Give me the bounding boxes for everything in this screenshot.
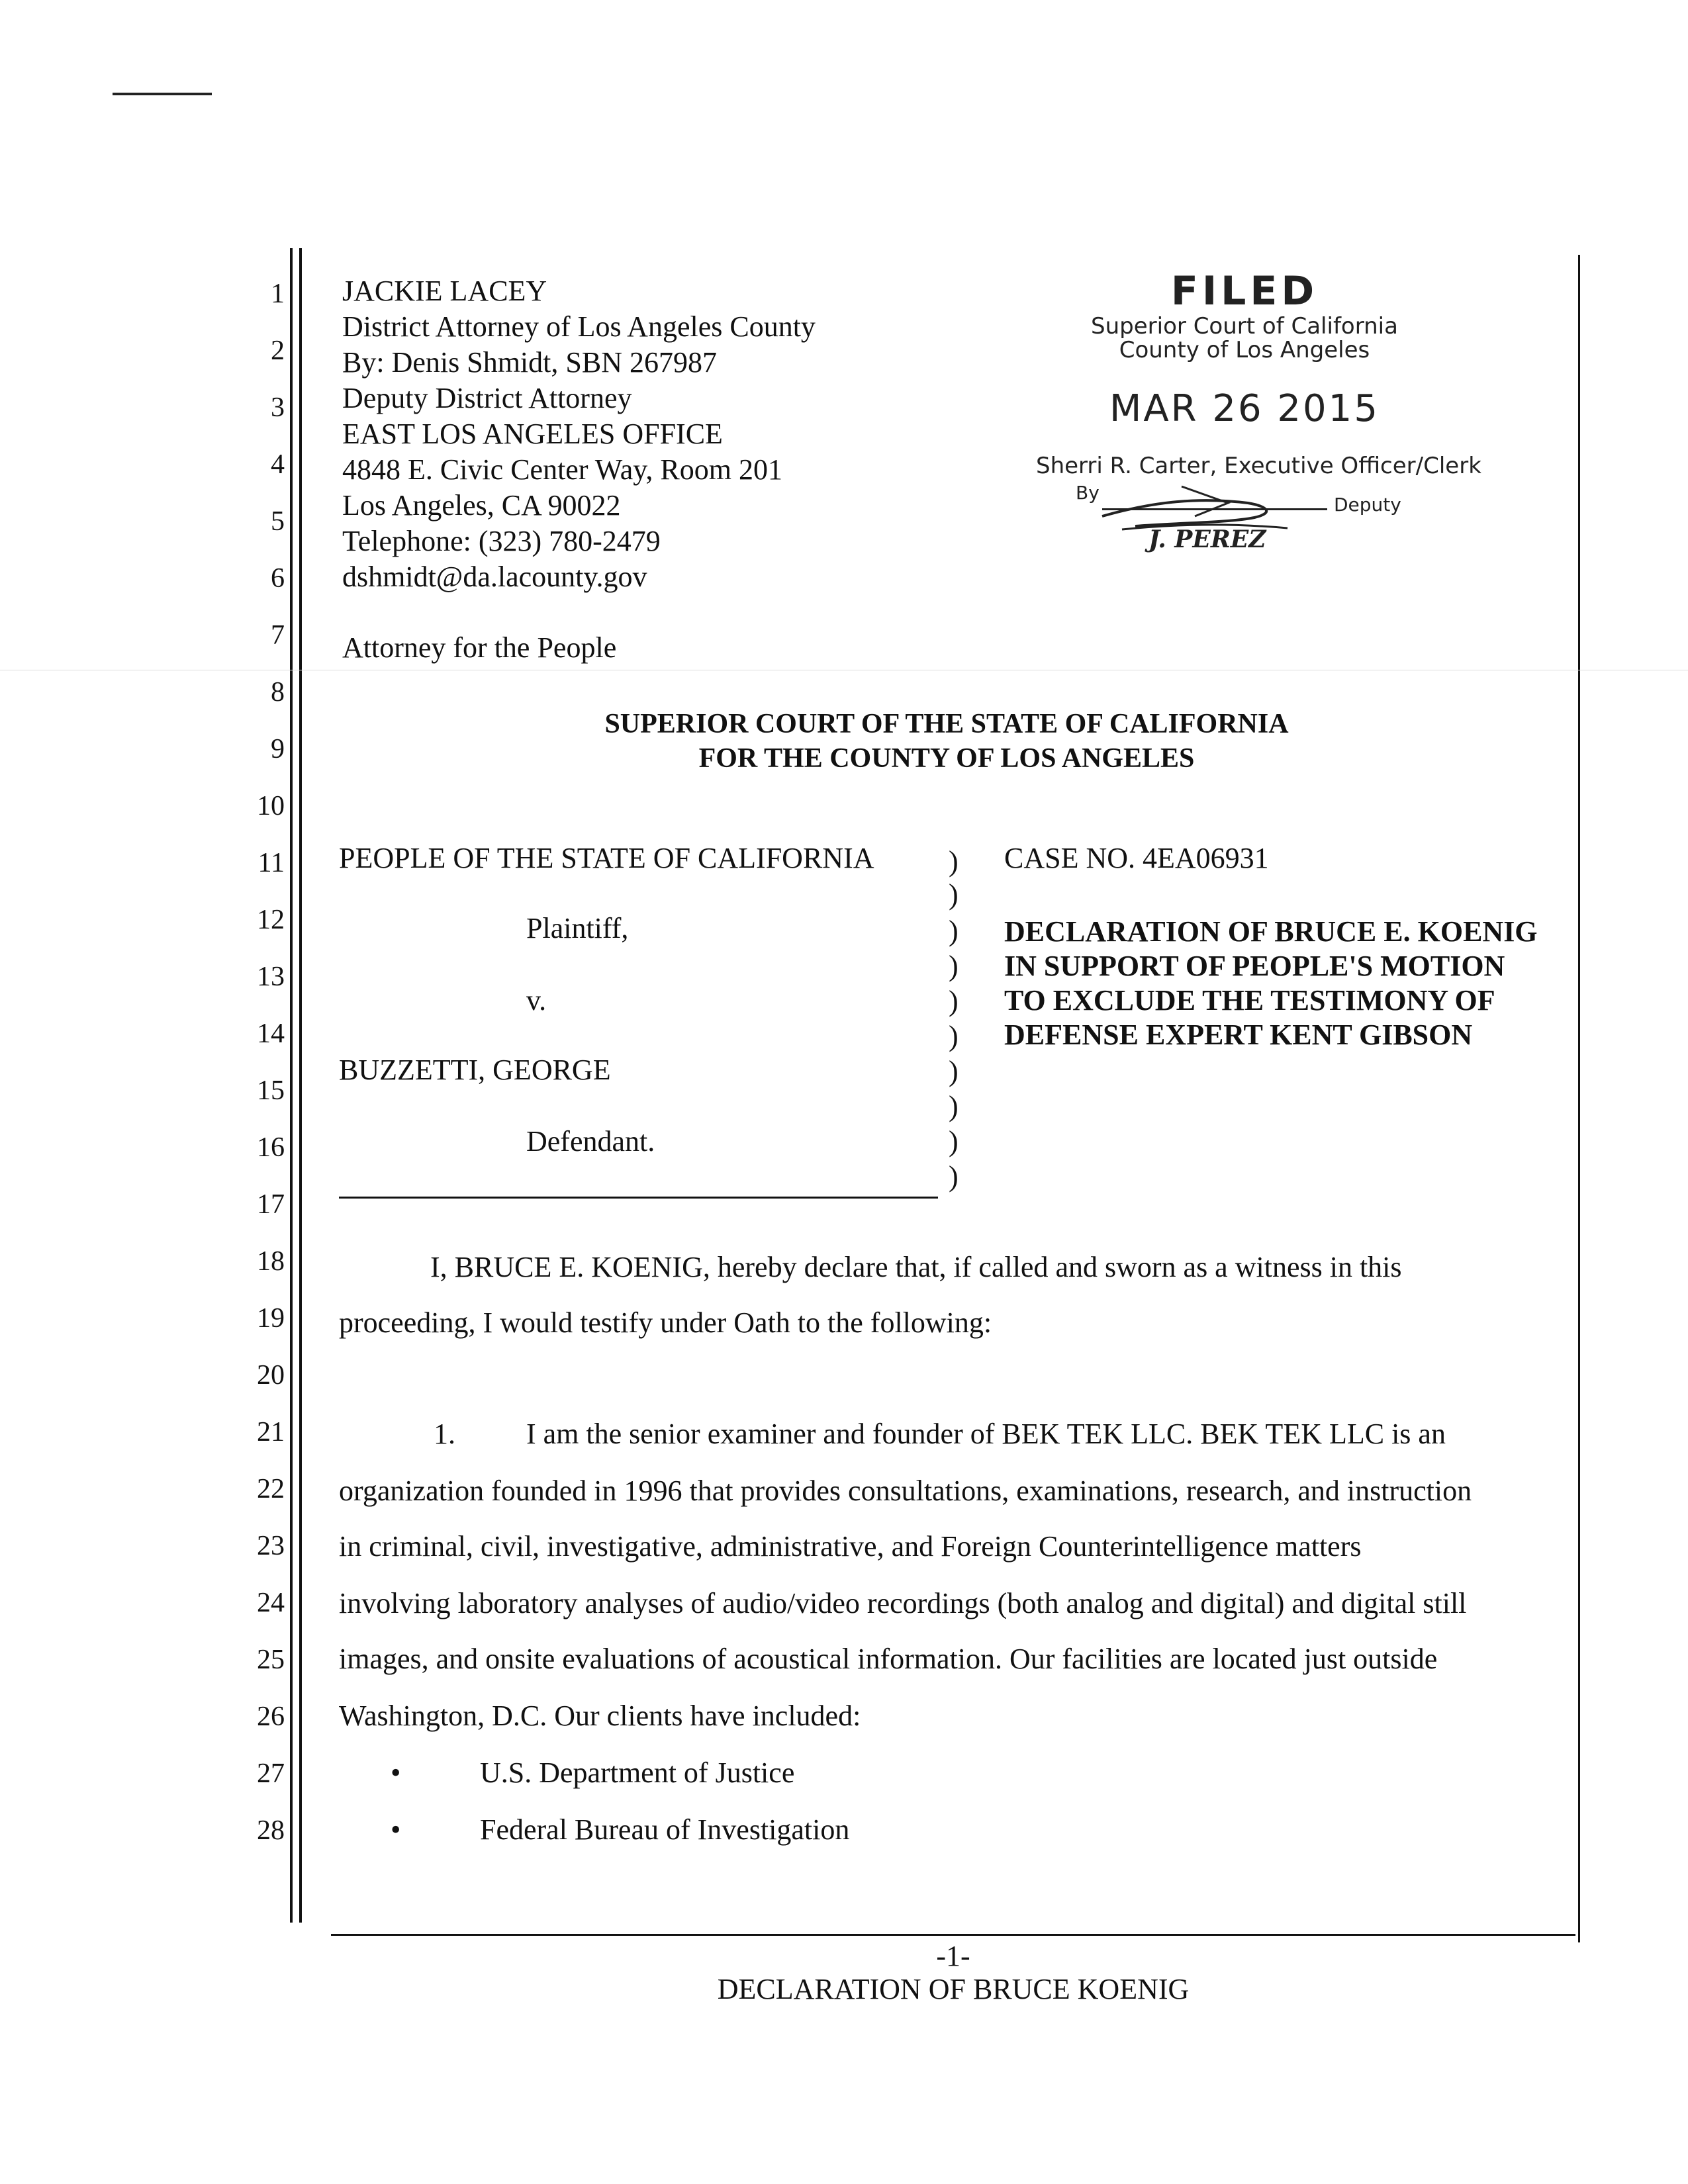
attorney-line: By: Denis Shmidt, SBN 267987 (342, 346, 717, 379)
document-title-line: DECLARATION OF BRUCE E. KOENIG (1004, 915, 1538, 948)
filed-stamp-clerk: Sherri R. Carter, Executive Officer/Clerk (1036, 453, 1481, 479)
bullet-icon: • (391, 1813, 401, 1846)
line-number: 23 (257, 1531, 285, 1561)
defendant-label: Defendant. (526, 1125, 655, 1158)
plaintiff-party: PEOPLE OF THE STATE OF CALIFORNIA (339, 842, 874, 874)
client-item: Federal Bureau of Investigation (480, 1813, 850, 1846)
intro-line: I, BRUCE E. KOENIG, hereby declare that, if called and sworn as a witness in this (430, 1251, 1402, 1283)
line-number: 1 (271, 279, 285, 309)
caption-paren: ) (949, 1125, 959, 1158)
paragraph-1-line: images, and onsite evaluations of acoustical information. Our facilities are located just outside (339, 1643, 1438, 1675)
attorney-line: 4848 E. Civic Center Way, Room 201 (342, 453, 782, 486)
filed-stamp-date: MAR 26 2015 (1109, 387, 1380, 430)
page-number: -1- (936, 1940, 970, 1972)
paragraph-1-line: organization founded in 1996 that provides consultations, examinations, research, and instruction (339, 1475, 1472, 1507)
line-number: 27 (257, 1758, 285, 1789)
caption-paren: ) (949, 1090, 959, 1122)
defendant-party: BUZZETTI, GEORGE (339, 1054, 611, 1086)
filed-stamp-deputy-label: Deputy (1334, 494, 1401, 516)
line-number: 7 (271, 620, 285, 651)
footer-title: DECLARATION OF BRUCE KOENIG (717, 1973, 1190, 2005)
filed-stamp-deputy-name: J. PEREZ (1149, 525, 1266, 553)
right-margin-rule (1578, 255, 1580, 1942)
line-number: 28 (257, 1815, 285, 1846)
document-title (1004, 915, 1587, 1052)
caption-paren: ) (949, 1160, 959, 1193)
line-number: 12 (257, 905, 285, 935)
attorney-line: Telephone: (323) 780-2479 (342, 525, 661, 557)
filed-stamp-court: Superior Court of California (1091, 313, 1398, 340)
client-item: U.S. Department of Justice (480, 1756, 795, 1789)
line-number: 2 (271, 336, 285, 366)
footer-rule (331, 1934, 1575, 1936)
document-title-line: IN SUPPORT OF PEOPLE'S MOTION (1004, 950, 1505, 982)
caption-paren: ) (949, 1055, 959, 1087)
caption-paren: ) (949, 1020, 959, 1052)
attorney-line: JACKIE LACEY (342, 275, 547, 307)
attorney-line: Deputy District Attorney (342, 382, 632, 414)
line-number: 10 (257, 791, 285, 821)
paragraph-1-line: in criminal, civil, investigative, administrative, and Foreign Counterintelligence matters (339, 1530, 1362, 1563)
versus: v. (526, 984, 547, 1017)
line-number: 21 (257, 1417, 285, 1447)
filed-stamp-by: By (1076, 482, 1100, 504)
attorney-line: Los Angeles, CA 90022 (342, 489, 621, 522)
line-number: 18 (257, 1246, 285, 1277)
line-number: 5 (271, 506, 285, 537)
court-title-line-2: FOR THE COUNTY OF LOS ANGELES (698, 743, 1195, 774)
paragraph-1-line: involving laboratory analyses of audio/video recordings (both analog and digital) and digital still (339, 1587, 1467, 1619)
document-title-line: TO EXCLUDE THE TESTIMONY OF (1004, 984, 1495, 1017)
line-number: 17 (257, 1189, 285, 1220)
attorney-line: EAST LOS ANGELES OFFICE (342, 418, 723, 450)
line-number: 25 (257, 1645, 285, 1675)
plaintiff-label: Plaintiff, (526, 912, 629, 944)
bullet-icon: • (391, 1756, 401, 1789)
paragraph-number: 1. (434, 1418, 455, 1450)
caption-underline (339, 1197, 938, 1199)
line-number: 24 (257, 1588, 285, 1618)
caption-paren: ) (949, 985, 959, 1017)
filed-stamp-county: County of Los Angeles (1119, 337, 1370, 363)
line-number: 9 (271, 734, 285, 764)
court-title-line-1: SUPERIOR COURT OF THE STATE OF CALIFORNIA (604, 709, 1289, 739)
line-number: 3 (271, 392, 285, 423)
attorney-email: dshmidt@da.lacounty.gov (342, 561, 647, 593)
line-number: 4 (271, 449, 285, 480)
paragraph-1-line: Washington, D.C. Our clients have included: (339, 1700, 861, 1732)
line-number: 6 (271, 563, 285, 594)
document-title-line: DEFENSE EXPERT KENT GIBSON (1004, 1019, 1473, 1051)
line-number: 14 (257, 1019, 285, 1049)
scan-mark (113, 93, 212, 95)
attorney-for: Attorney for the People (342, 631, 617, 664)
caption-paren: ) (949, 878, 959, 911)
line-number: 16 (257, 1132, 285, 1163)
line-number: 19 (257, 1303, 285, 1334)
case-number: CASE NO. 4EA06931 (1004, 842, 1269, 874)
caption-paren: ) (949, 845, 959, 878)
left-margin-rule-1 (290, 248, 293, 1923)
caption-paren: ) (949, 950, 959, 982)
filed-stamp-title: FILED (1170, 268, 1319, 314)
left-margin-rule-2 (299, 248, 302, 1923)
line-number: 22 (257, 1474, 285, 1504)
line-number: 13 (257, 962, 285, 992)
line-number: 15 (257, 1075, 285, 1106)
line-number: 20 (257, 1360, 285, 1390)
line-number: 26 (257, 1702, 285, 1732)
paragraph-1-line: I am the senior examiner and founder of BEK TEK LLC. BEK TEK LLC is an (526, 1418, 1446, 1450)
line-number: 11 (258, 848, 285, 878)
intro-line: proceeding, I would testify under Oath to the following: (339, 1306, 992, 1339)
attorney-line: District Attorney of Los Angeles County (342, 310, 816, 343)
caption-paren: ) (949, 915, 959, 947)
line-number: 8 (271, 677, 285, 707)
